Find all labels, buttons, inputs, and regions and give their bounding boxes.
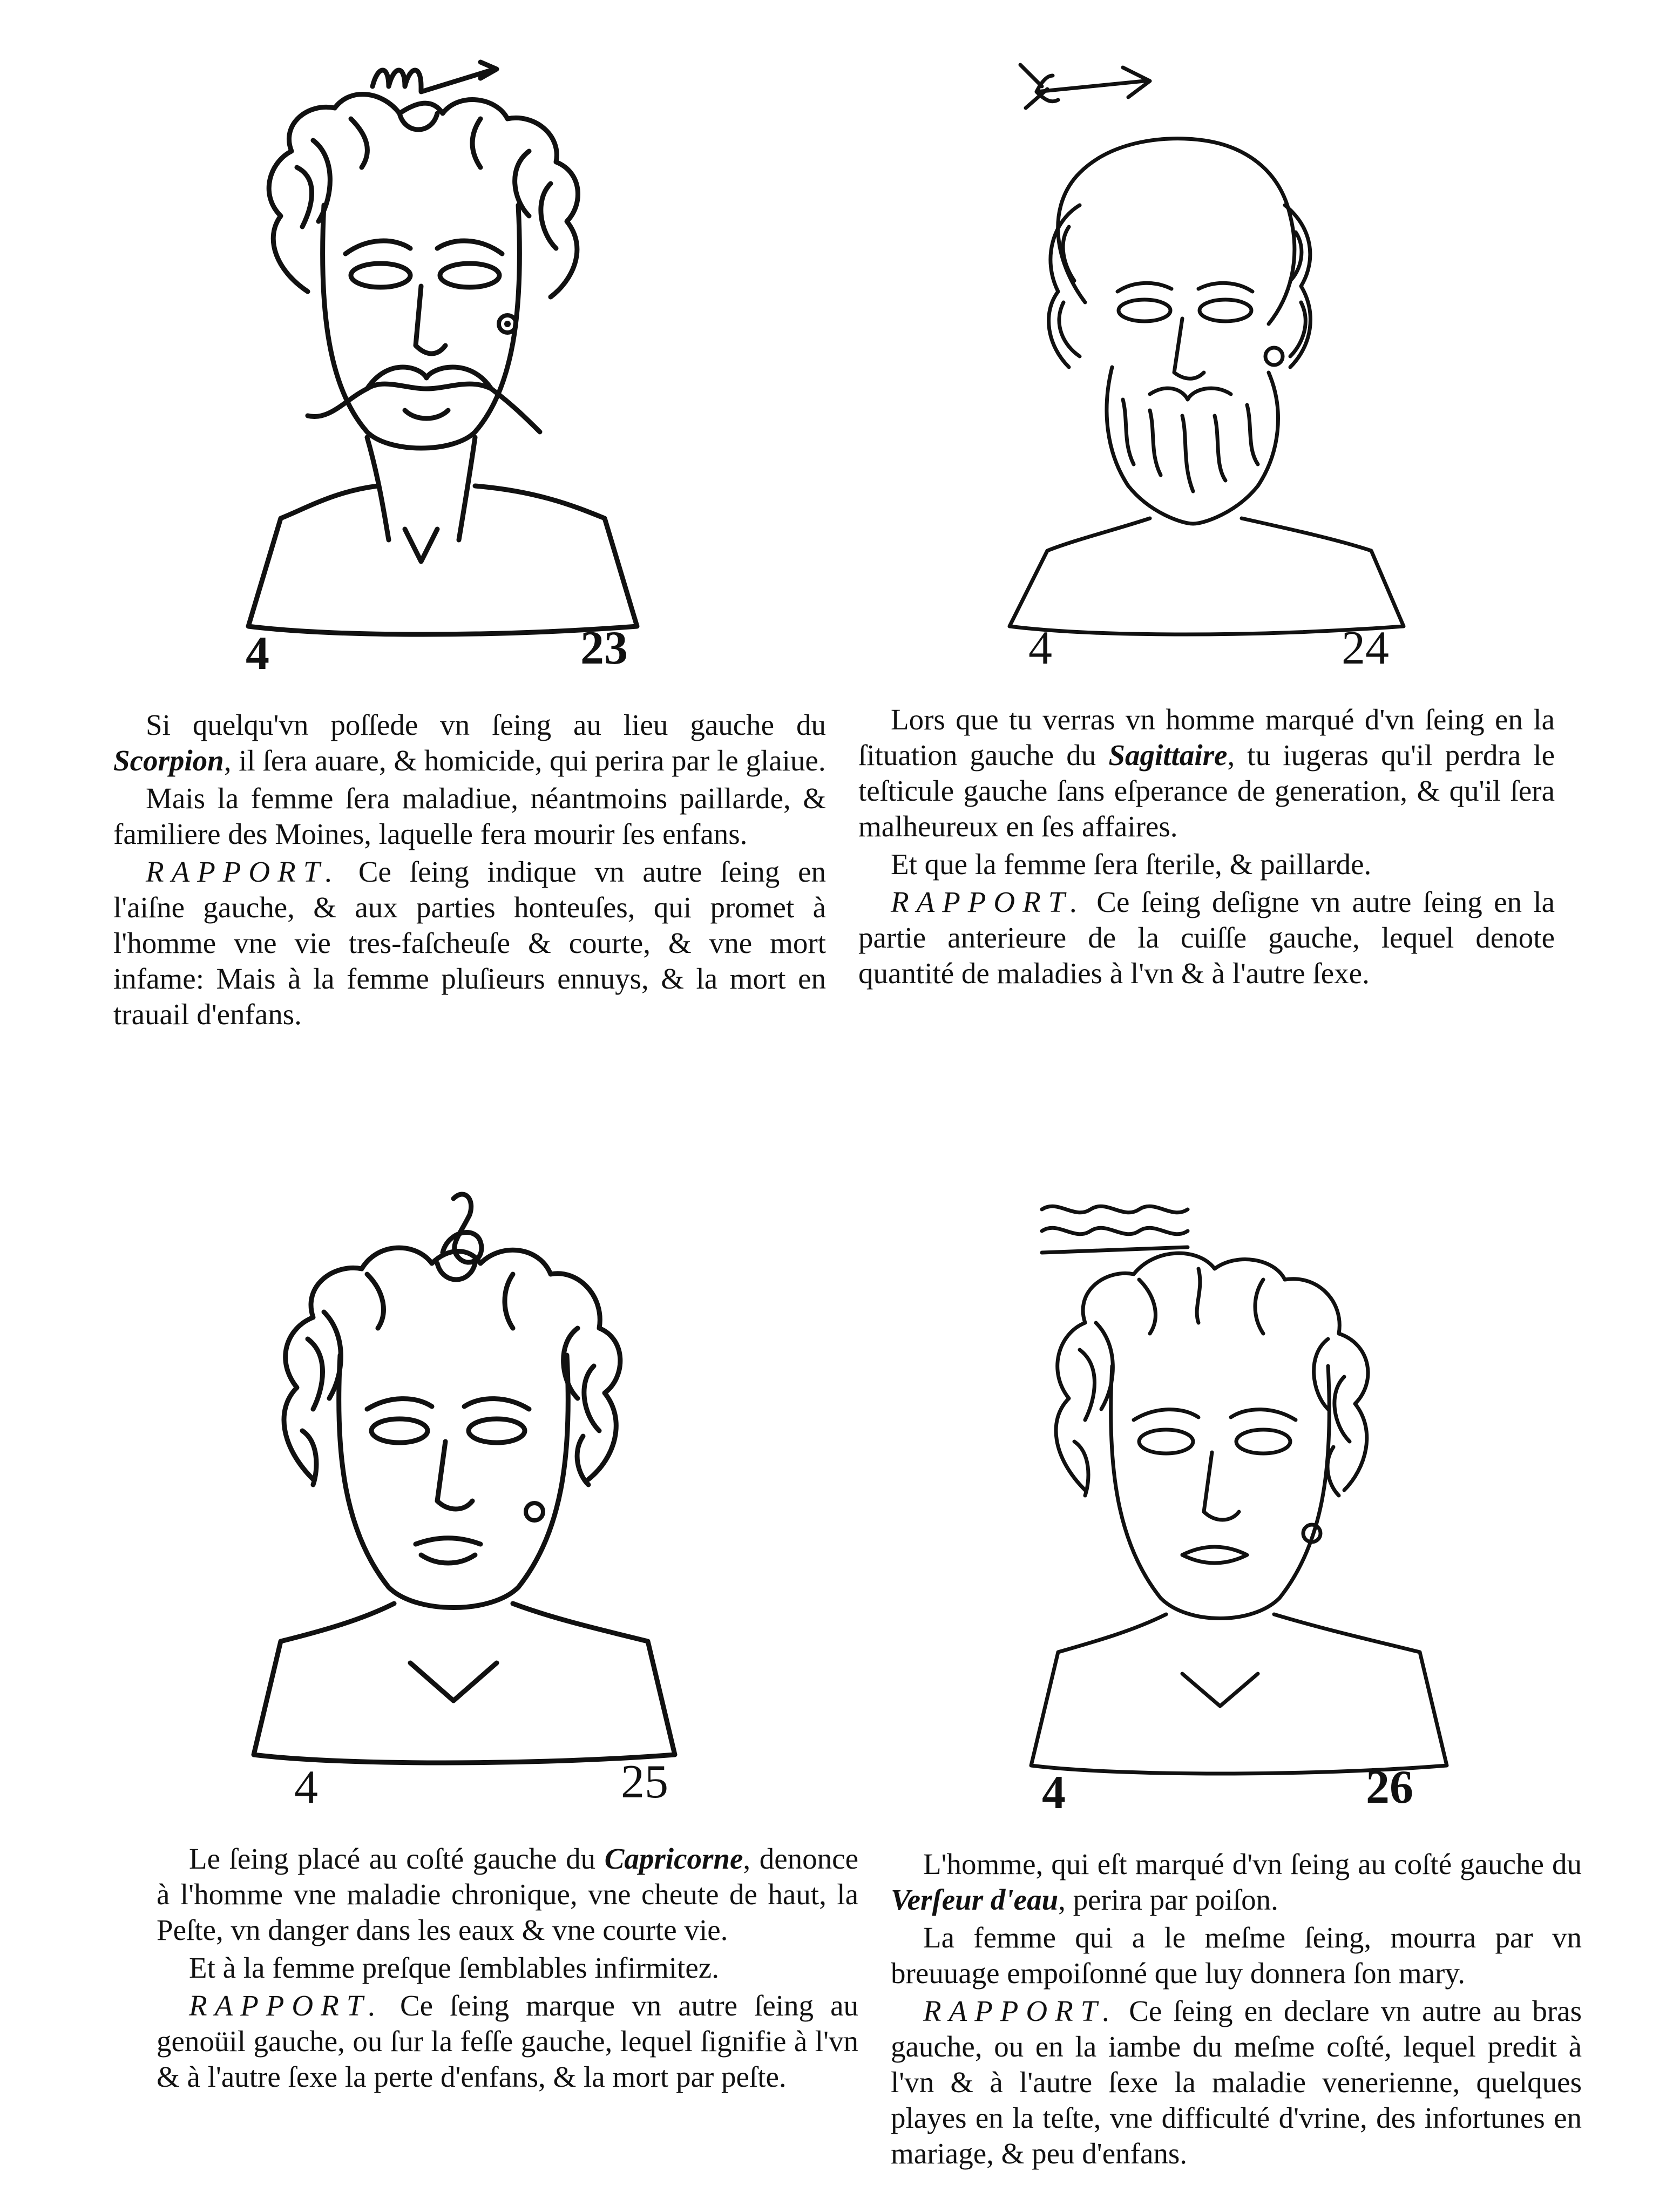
page-marker-left: 4 <box>1042 1767 1066 1819</box>
plate-25-text <box>157 1841 858 2097</box>
aquarius-glyph <box>1042 1206 1188 1213</box>
page-marker-right: 26 <box>1366 1761 1413 1814</box>
page-marker-right: 25 <box>621 1756 668 1808</box>
paragraph-1: L'homme, qui eſt marqué d'vn ſeing au coſté gauche du Verſeur d'eau, perira par poiſon. <box>891 1848 1582 1916</box>
face-illustration-23 <box>227 43 669 659</box>
face-illustration-26 <box>999 1188 1463 1798</box>
page-marker-left: 4 <box>246 627 269 680</box>
scorpion-glyph <box>372 62 497 92</box>
paragraph-1: Si quelqu'vn poſſede vn ſeing au lieu gauche du Scorpion, il ſera auare, & homicide, qui perira par le glaiue. <box>113 708 826 777</box>
sign-name: Verſeur d'eau <box>891 1883 1059 1916</box>
plate-26-text <box>891 1846 1582 2174</box>
verseur-deau-face-woodcut <box>999 1188 1463 1798</box>
paragraph-2: Et à la femme preſque ſemblables infirmitez. <box>189 1951 719 1984</box>
scorpion-face-woodcut <box>227 43 669 659</box>
paragraph-2: Et que la femme ſera ſterile, & paillarde. <box>891 848 1372 881</box>
plate-25 <box>0 1145 858 2212</box>
sign-name: Capricorne <box>604 1842 743 1875</box>
plate-23-text <box>113 707 826 1034</box>
sagittaire-face-woodcut <box>988 43 1431 659</box>
paragraph-1: Le ſeing placé au coſté gauche du Capricorne, denonce à l'homme vne maladie chronique, vne cheute de haut, la Peſte, vn danger dans les eaux & vne courte vie. <box>157 1842 858 1946</box>
page-marker-right: 24 <box>1342 622 1389 674</box>
page-marker-left: 4 <box>1028 622 1052 674</box>
page-marker-right: 23 <box>580 622 628 674</box>
paragraph-rapport: RAPPORT. Ce ſeing deſigne vn autre ſeing en la partie anterieure de la cuiſſe gauche, lequel denote quantité de maladies à l'vn & à l'autre ſexe. <box>858 885 1555 990</box>
paragraph-1: Lors que tu verras vn homme marqué d'vn ſeing en la ſituation gauche du Sagittaire, tu iugeras qu'il perdra le teſticule gauche ſans eſperance de generation, & qu'il ſera malheureux en ſes affaires. <box>858 703 1555 843</box>
sign-name: Scorpion <box>113 744 224 777</box>
page-marker-left: 4 <box>294 1761 318 1814</box>
face-illustration-25 <box>232 1177 696 1787</box>
plate-24 <box>837 0 1673 1107</box>
sagittarius-arrow-glyph <box>1020 65 1150 108</box>
paragraph-rapport: RAPPORT. Ce ſeing en declare vn autre au bras gauche, ou en la iambe du meſme coſté, lequel predit à l'vn & à l'autre ſexe la maladie venerienne, quelques playes en la teſte, vne difficulté d'vrine, des infortunes en mariage, & peu d'enfans. <box>891 1994 1582 2170</box>
face-illustration-24 <box>988 43 1431 659</box>
plate-23 <box>0 0 837 1107</box>
paragraph-rapport: RAPPORT. Ce ſeing marque vn autre ſeing au genoüil gauche, ou ſur la feſſe gauche, lequel ſignifie à l'vn & à l'autre ſexe la perte d'enfans, & la mort par peſte. <box>157 1989 858 2093</box>
paragraph-2: Mais la femme ſera maladiue, néantmoins paillarde, & familiere des Moines, laquelle fera mourir ſes enfans. <box>113 782 826 850</box>
paragraph-2: La femme qui a le meſme ſeing, mourra par vn breuuage empoiſonné que luy donnera ſon mary. <box>891 1921 1582 1990</box>
paragraph-rapport: RAPPORT. Ce ſeing indique vn autre ſeing en l'aiſne gauche, & aux parties honteuſes, qui promet à l'homme vne vie tres-faſcheuſe & courte, & vne mort infame: Mais à la femme pluſieurs ennuys, & la mort en trauail d'enfans. <box>113 855 826 1031</box>
plate-24-text <box>858 702 1555 993</box>
sign-name: Sagittaire <box>1108 739 1228 772</box>
plate-26 <box>837 1145 1673 2212</box>
capricorne-face-woodcut <box>232 1177 696 1787</box>
